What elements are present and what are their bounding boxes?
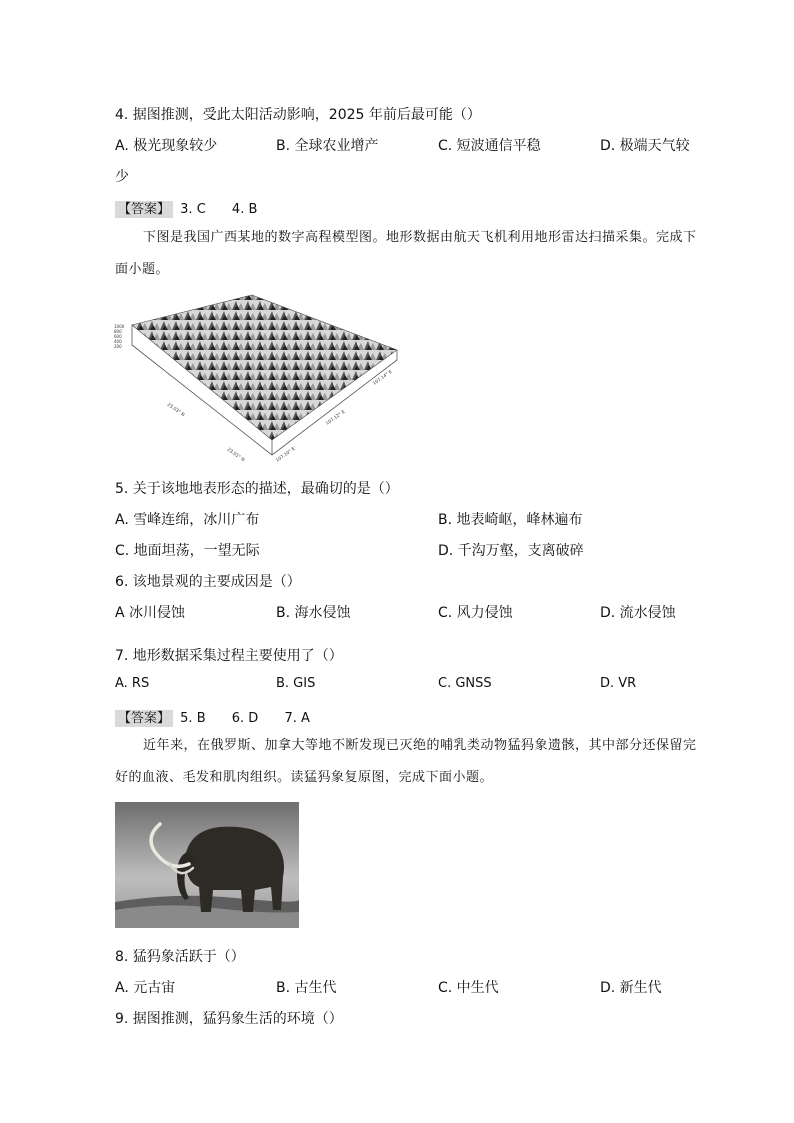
intro-paragraph-1: 下图是我国广西某地的数字高程模型图。地形数据由航天飞机利用地形雷达扫描采集。完成下面小题。: [115, 230, 697, 277]
z-label: 600: [114, 334, 122, 339]
q4-option-a: A. 极光现象较少: [115, 138, 218, 154]
q4-option-d: D. 极端天气较: [600, 138, 690, 154]
q5-option-b: B. 地表崎岖，峰林遍布: [438, 512, 583, 528]
answer-item: 7. A: [284, 711, 310, 726]
q8-stem: 8. 猛犸象活跃于（）: [115, 949, 245, 965]
q4-option-c: C. 短波通信平稳: [438, 138, 541, 154]
axis-label: 23.03° N: [165, 402, 186, 419]
q7-option-c: C. GNSS: [438, 676, 492, 691]
z-label: 200: [114, 344, 122, 349]
q6-option-b: B. 海水侵蚀: [276, 605, 351, 621]
axis-label: 107.14° E: [372, 369, 394, 387]
dem-elevation-figure: [112, 290, 402, 465]
q5-stem: 5. 关于该地地表形态的描述，最确切的是（）: [115, 481, 399, 497]
q7-option-a: A. RS: [115, 676, 150, 691]
q4-stem: 4. 据图推测，受此太阳活动影响，2025 年前后最可能（）: [115, 107, 481, 123]
axis-label: 23.01° N: [225, 447, 246, 464]
axis-label: 107.12° E: [325, 409, 347, 427]
q6-option-d: D. 流水侵蚀: [600, 605, 676, 621]
q8-option-d: D. 新生代: [600, 980, 662, 996]
q7-option-b: B. GIS: [276, 676, 316, 691]
q8-option-c: C. 中生代: [438, 980, 499, 996]
q7-option-d: D. VR: [600, 676, 637, 691]
q4-option-b: B. 全球农业增产: [276, 138, 379, 154]
z-label: 800: [114, 329, 122, 334]
q8-option-b: B. 古生代: [276, 980, 337, 996]
intro-paragraph-2: 近年来，在俄罗斯、加拿大等地不断发现已灭绝的哺乳类动物猛犸象遗骸，其中部分还保留完好的血液、毛发和肌肉组织。读猛犸象复原图，完成下面小题。: [115, 738, 697, 785]
axis-label: 107.10° E: [275, 446, 297, 464]
answer-item: 6. D: [231, 711, 259, 726]
answer-item: 4. B: [231, 202, 258, 217]
answer-item: 5. B: [180, 711, 206, 726]
mammoth-reconstruction-image: [115, 802, 299, 928]
q6-stem: 6. 该地景观的主要成因是（）: [115, 574, 301, 590]
answer-block-1: [115, 198, 279, 217]
z-label: 400: [114, 339, 122, 344]
q5-option-d: D. 千沟万壑，支离破碎: [438, 543, 584, 559]
q7-stem: 7. 地形数据采集过程主要使用了（）: [115, 648, 343, 664]
answer-item: 3. C: [180, 202, 206, 217]
q6-option-a: A 冰川侵蚀: [115, 605, 186, 621]
answer-block-2: [115, 707, 332, 726]
answer-tag: 【答案】: [115, 710, 173, 727]
terrain-surface: [132, 295, 397, 440]
q5-option-c: C. 地面坦荡，一望无际: [115, 543, 260, 559]
q5-option-a: A. 雪峰连绵，冰川广布: [115, 512, 260, 528]
q9-stem: 9. 据图推测，猛犸象生活的环境（）: [115, 1011, 343, 1027]
q4-option-d-wrap: 少: [115, 169, 129, 185]
q8-option-a: A. 元古宙: [115, 980, 176, 996]
q6-option-c: C. 风力侵蚀: [438, 605, 513, 621]
answer-tag: 【答案】: [115, 201, 173, 218]
z-label: 1000: [114, 324, 125, 329]
